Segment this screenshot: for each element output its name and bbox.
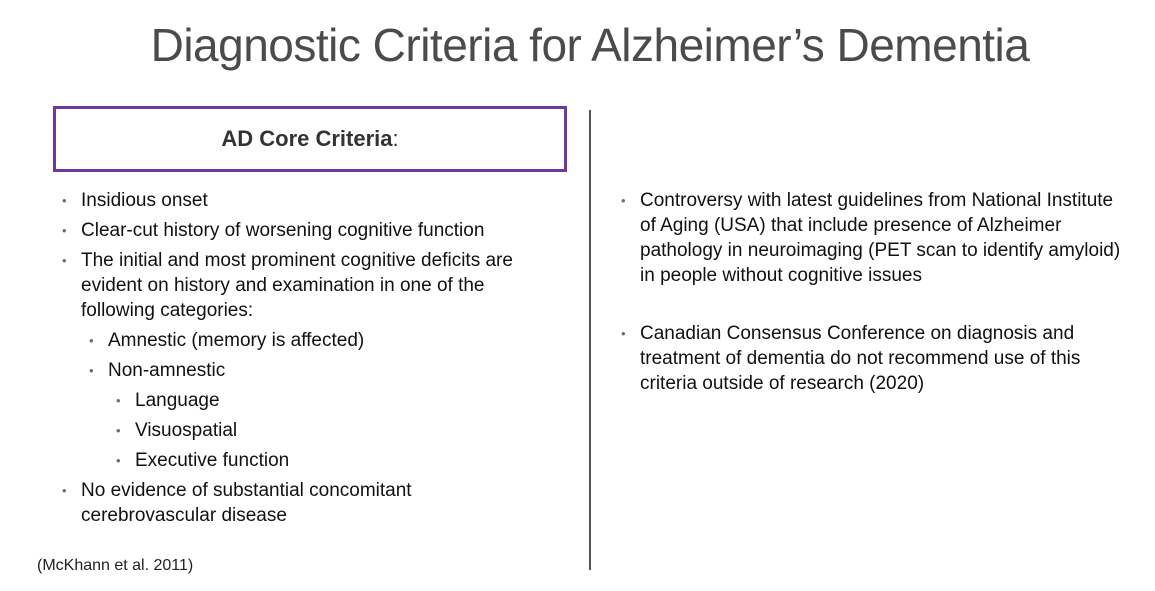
list-item: • Language: [116, 390, 220, 411]
list-item: • Canadian Consensus Conference on diagnosis and treatment of dementia do not recommend use of this criteria outside of research (2020): [621, 323, 1081, 394]
bullet-icon: •: [62, 193, 67, 208]
guidelines-list: [621, 188, 1131, 396]
slide-title: Diagnostic Criteria for Alzheimer’s Dementia: [150, 19, 1030, 71]
list-item: • Insidious onset: [62, 190, 208, 211]
core-criteria-colon: :: [392, 126, 399, 151]
list-item: • Controversy with latest guidelines from National Institute of Aging (USA) that include presence of Alzheimer pathology in neuroimaging (PET scan to identify amyloid) in people without cognitive issues: [621, 190, 1121, 286]
column-divider: [589, 110, 591, 570]
bullet-icon: •: [62, 253, 67, 268]
bullet-icon: •: [89, 363, 94, 378]
list-item: • Clear-cut history of worsening cognitive function: [62, 220, 485, 241]
list-item: • Executive function: [116, 450, 290, 471]
list-item: • No evidence of substantial concomitant cerebrovascular disease: [62, 480, 412, 526]
bullet-icon: •: [116, 393, 121, 408]
list-item: • The initial and most prominent cognitive deficits are evident on history and examination in one of the following categories:: [62, 250, 513, 321]
bullet-icon: •: [62, 223, 67, 238]
core-criteria-label: AD Core Criteria: [221, 126, 393, 151]
bullet-icon: •: [621, 326, 626, 341]
bullet-icon: •: [62, 483, 67, 498]
list-item: • Non-amnestic: [89, 360, 226, 381]
core-criteria-list: [62, 188, 552, 533]
bullet-icon: •: [89, 333, 94, 348]
list-item: • Visuospatial: [116, 420, 238, 441]
bullet-icon: •: [621, 193, 626, 208]
list-item: • Amnestic (memory is affected): [89, 330, 365, 351]
core-criteria-box: [53, 106, 567, 172]
bullet-icon: •: [116, 453, 121, 468]
citation: (McKhann et al. 2011): [37, 557, 194, 574]
bullet-icon: •: [116, 423, 121, 438]
